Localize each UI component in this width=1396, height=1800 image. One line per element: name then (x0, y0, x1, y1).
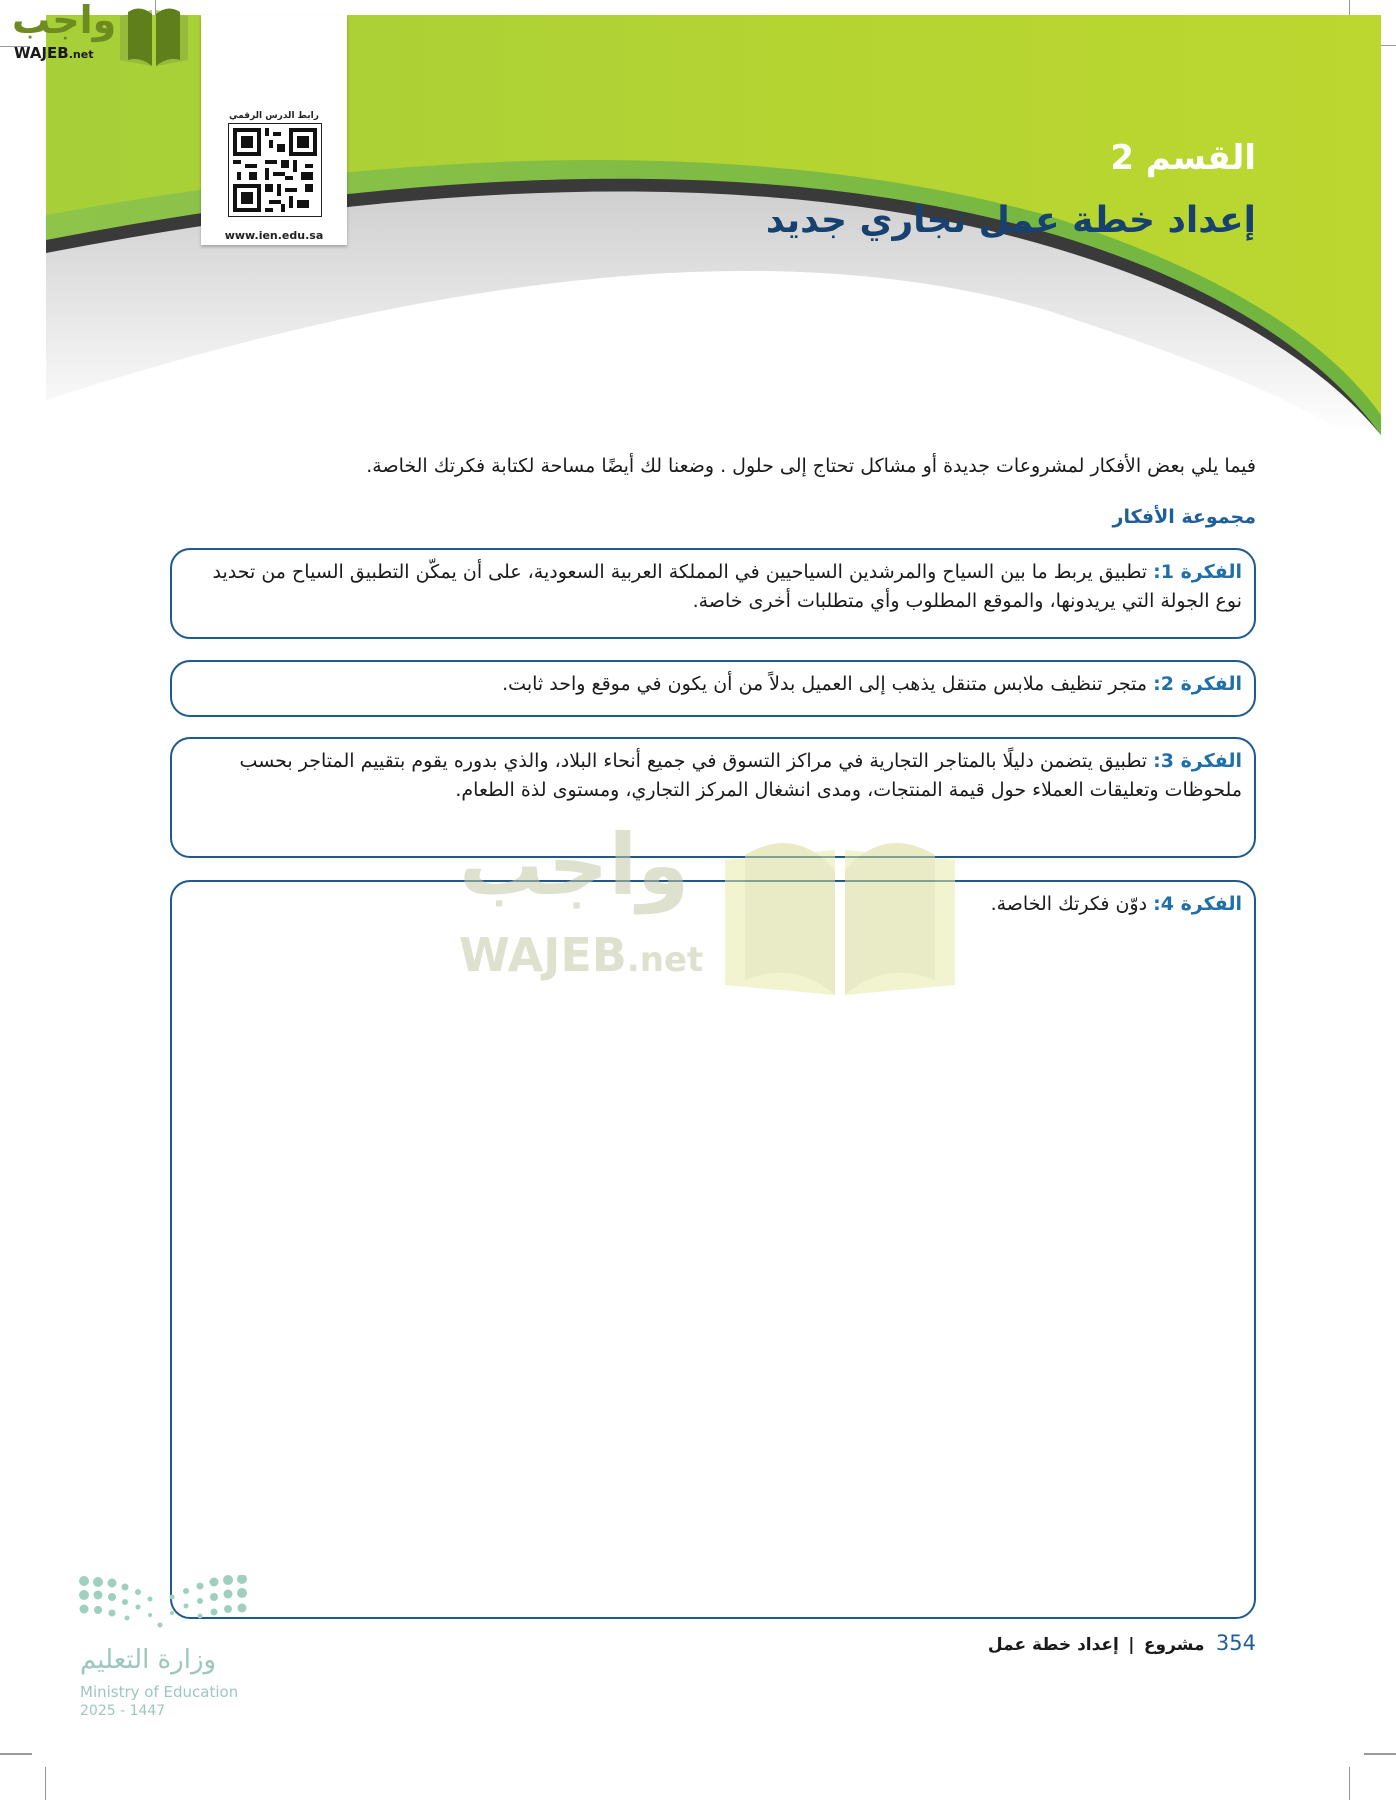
crop-mark (0, 1753, 32, 1755)
idea-label: الفكرة 4: (1153, 893, 1242, 915)
page-number: 354 (1215, 1631, 1256, 1655)
ministry-year: 2025 - 1447 (80, 1703, 166, 1719)
section-label: القسم 2 (1110, 138, 1256, 178)
watermark-arabic: واجب (459, 816, 690, 914)
idea-box-2 (170, 660, 1256, 717)
page-footer (988, 1631, 1256, 1655)
idea-label: الفكرة 3: (1153, 750, 1242, 772)
wajeb-logo (8, 0, 198, 66)
ministry-name-arabic: وزارة التعليم (80, 1645, 217, 1675)
ideas-group-heading: مجموعة الأفكار (1112, 506, 1256, 528)
wajeb-logo-arabic: واجب (12, 0, 117, 42)
qr-code-icon[interactable] (228, 123, 322, 217)
idea-label: الفكرة 2: (1153, 673, 1242, 695)
idea-text: متجر تنظيف ملابس متنقل يذهب إلى العميل بدلاً من أن يكون في موقع واحد ثابت. (502, 673, 1148, 695)
idea-text: تطبيق يربط ما بين السياح والمرشدين السياحيين في المملكة العربية السعودية، على أن يمكّن التطبيق السياح من تحديد نوع الجولة التي يريدونها، والموقع المطلوب وأي متطلبات أخرى خاصة. (212, 561, 1242, 612)
qr-card[interactable] (201, 15, 347, 245)
idea-text: دوّن فكرتك الخاصة. (990, 893, 1148, 915)
ministry-dots-icon (78, 1575, 248, 1637)
intro-paragraph: فيما يلي بعض الأفكار لمشروعات جديدة أو مشاكل تحتاج إلى حلول . وضعنا لك أيضًا مساحة لكتابة فكرتك الخاصة. (366, 455, 1256, 477)
watermark-english: WAJEB.net (459, 928, 704, 982)
crop-mark (45, 1767, 46, 1800)
crop-mark (1349, 1767, 1350, 1800)
idea-box-4-write-area[interactable] (170, 880, 1256, 1619)
footer-separator: | (1128, 1635, 1135, 1655)
crop-mark (1364, 1753, 1396, 1755)
ministry-of-education-logo (78, 1575, 258, 1719)
ministry-name-english: Ministry of Education (80, 1683, 239, 1701)
idea-box-3 (170, 737, 1256, 858)
idea-label: الفكرة 1: (1153, 561, 1242, 583)
open-book-icon (116, 4, 192, 66)
footer-section-title: إعداد خطة عمل (987, 1635, 1119, 1655)
qr-caption: رابط الدرس الرقمي (229, 111, 319, 121)
wajeb-logo-english: WAJEB.net (14, 44, 94, 62)
idea-box-1 (170, 548, 1256, 639)
footer-category: مشروع (1143, 1635, 1205, 1655)
idea-text: تطبيق يتضمن دليلًا بالمتاجر التجارية في مراكز التسوق في جميع أنحاء البلاد، والذي بدوره يقوم بتقييم المتاجر بحسب ملحوظات وتعليقات العملاء حول قيمة المنتجات، ومدى انشغال المركز التجاري، ومستوى لذة الطعام. (239, 750, 1242, 801)
qr-url-link[interactable]: www.ien.edu.sa (224, 229, 324, 242)
page-title: إعداد خطة عمل تجاري جديد (765, 200, 1256, 241)
